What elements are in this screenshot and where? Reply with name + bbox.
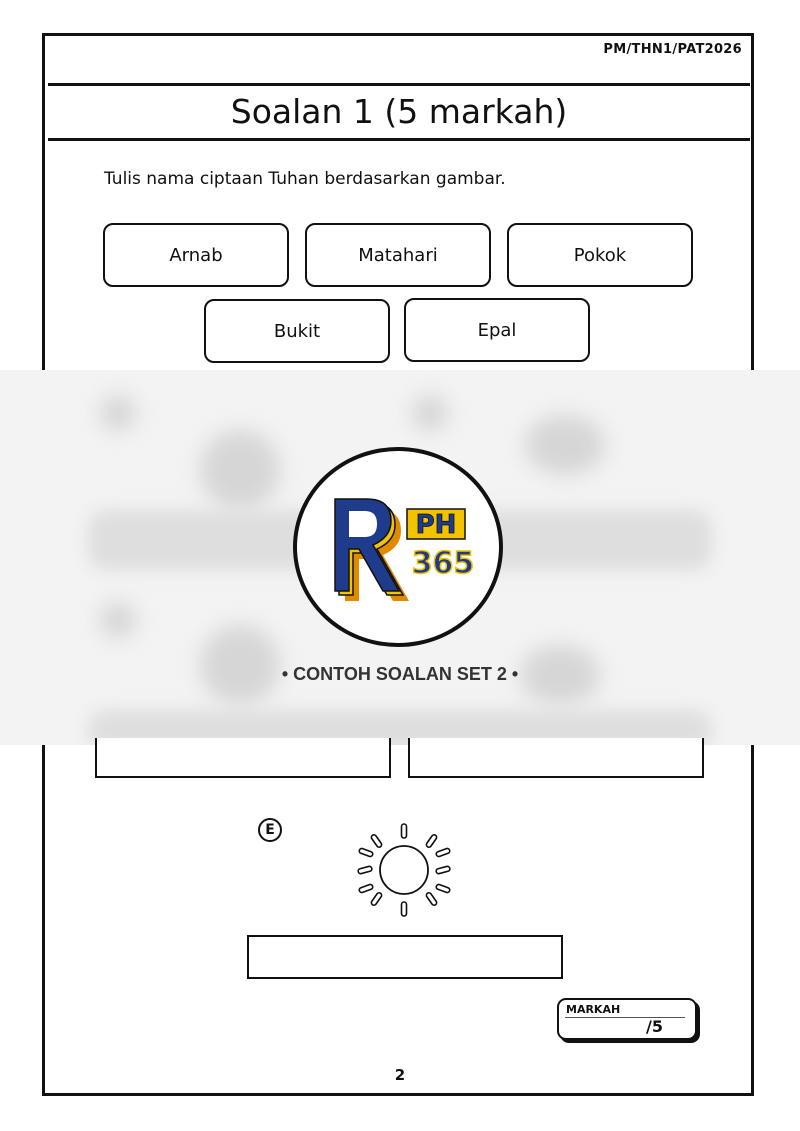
word-box-matahari: Matahari bbox=[305, 223, 491, 287]
rph365-logo bbox=[293, 447, 503, 647]
score-divider bbox=[565, 1017, 685, 1018]
question-instruction: Tulis nama ciptaan Tuhan berdasarkan gambar. bbox=[104, 169, 506, 189]
rph365-logo-graphic bbox=[297, 451, 499, 643]
answer-box-e[interactable] bbox=[247, 935, 563, 979]
word-box-epal: Epal bbox=[404, 298, 590, 362]
score-box bbox=[557, 998, 697, 1040]
question-title: Soalan 1 (5 markah) bbox=[230, 92, 568, 131]
word-box-bukit: Bukit bbox=[204, 299, 390, 363]
word-box-arnab: Arnab bbox=[103, 223, 289, 287]
logo-text-365: 365 bbox=[411, 546, 475, 581]
header-rule-top bbox=[48, 83, 750, 86]
word-box-pokok: Pokok bbox=[507, 223, 693, 287]
logo-text-ph: PH bbox=[415, 510, 457, 540]
page-number: 2 bbox=[394, 1066, 406, 1084]
header-rule-bottom bbox=[48, 138, 750, 141]
item-label-e: E bbox=[258, 818, 282, 842]
answer-box-c[interactable] bbox=[95, 738, 391, 778]
score-value: /5 bbox=[646, 1017, 663, 1036]
answer-box-d[interactable] bbox=[408, 738, 704, 778]
score-label: MARKAH bbox=[566, 1003, 621, 1016]
document-code: PM/THN1/PAT2026 bbox=[603, 42, 742, 57]
sun-icon bbox=[350, 818, 460, 918]
watermark-caption: • CONTOH SOALAN SET 2 • bbox=[281, 664, 519, 684]
